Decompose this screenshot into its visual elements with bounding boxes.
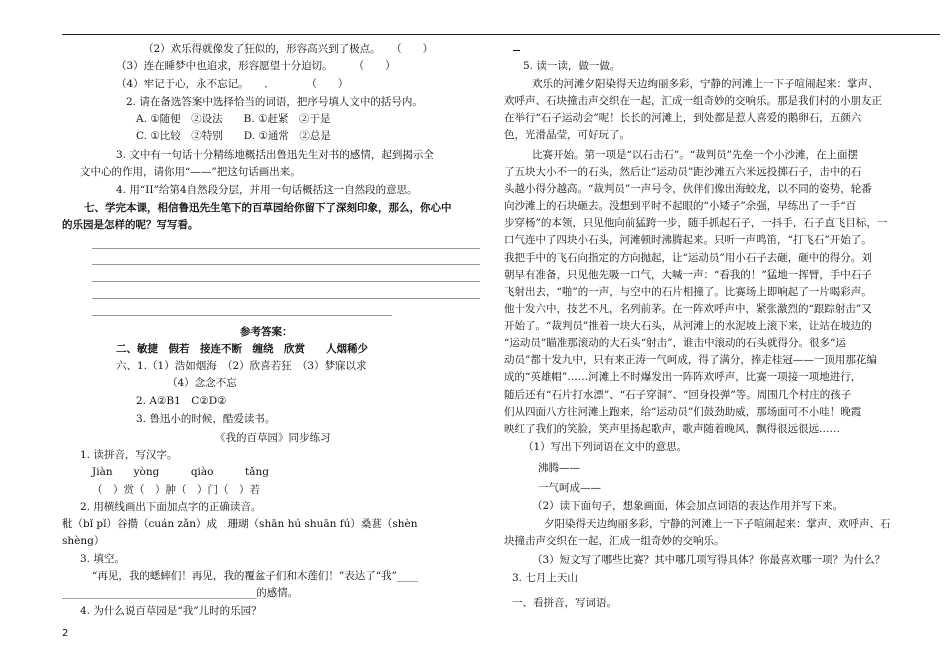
question-line: （4）牢记于心，永不忘记。 ． （ ） — [116, 78, 349, 90]
question-line: 3. 文中有一句话十分精练地概括出鲁迅先生对书的感情，起到揭示全 — [116, 149, 434, 161]
term-line: 一气呵成—— — [538, 482, 601, 494]
passage-line: 比赛开始。第一项是“以石击石”。“裁判员”先垒一个小沙滩，在上面摆 — [532, 149, 858, 161]
question-line: 2. 用横线画出下面加点字的正确读音。 — [80, 501, 262, 513]
question-line: （3）连在睡梦中也追求，形容愿望十分迫切。 （ ） — [116, 60, 396, 72]
option-line: A. ①随便 ②设法 B. ①赶紧 ②于是 — [136, 113, 331, 125]
exercise-title: 《我的百草园》同步练习 — [215, 432, 331, 444]
pinyin-choice-line: 秕（bǐ pǐ）谷攒（cuán zǎn）成 珊瑚（shān hú shuān fú）桑葚（shèn — [62, 518, 418, 530]
passage-line: 们从四面八方往河滩上跑来，给“运动员”们鼓劲助威，那场面可不小哇！晚霞 — [504, 406, 862, 418]
passage-line: 开始了。“裁判员”推着一块大石头，从河滩上的水泥坡上滚下来，让站在坡边的 — [504, 320, 872, 332]
passage-line: 头越小得分越高。“裁判员”一声号令，伙伴们像出海蛟龙，以不同的姿势，轮番 — [504, 183, 872, 195]
section-heading: 一、看拼音，写词语。 — [512, 597, 617, 609]
answer-line — [92, 315, 392, 316]
passage-line: 动员”都十发九中，只有来正涛一气呵成，得了满分，捧走桂冠——一顶用那花编 — [504, 354, 877, 366]
passage-line: 欢乐的河滩夕阳染得天边绚丽多彩，宁静的河滩上一下子喧闹起来：掌声、 — [532, 78, 879, 90]
answer-line-text: （4）念念不忘 — [167, 377, 237, 389]
question-line: （2）欢乐得就像发了狂似的，形容高兴到了极点。 （ ） — [143, 43, 434, 55]
passage-line: 口气连中了四块小石头，河滩顿时沸腾起来。只听一声鸣笛，“打飞石”开始了。 — [504, 234, 872, 246]
passage-line: 我把手中的飞石向指定的方向抛起，让“运动员”用小石子去砸，砸中的得分。刘 — [504, 252, 872, 264]
passage-line: 在举行“石子运动会”呢！长长的河滩上，到处都是惹人喜爱的鹅卵石，五颜六 — [504, 112, 862, 124]
section-heading: 3. 七月上天山 — [512, 572, 578, 584]
passage-line: 成的“英雄帽”……河滩上不时爆发出一阵阵欢呼声，比赛一项接一项地进行， — [504, 371, 862, 383]
question-line: （1）写出下列词语在文中的意思。 — [523, 441, 688, 453]
passage-line: 步穿杨”的本领，只见他向前猛跨一步，随手抓起石子，一抖手，石子直飞目标，一 — [504, 217, 888, 229]
passage-line: 了五块大小不一的石头，然后让“运动员”距沙滩五六米远投掷石子，击中的石 — [504, 166, 862, 178]
question-line: 3. 填空。 — [80, 553, 125, 565]
fill-line: “再见，我的蟋蟀们！再见，我的覆盆子们和木莲们！”表达了“我”____ — [92, 570, 418, 582]
passage-line: 飞射出去，“啪”的一声，与空中的石片相撞了。比赛场上即响起了一片喝彩声。 — [504, 286, 872, 298]
question-line: 1. 读拼音，写汉字。 — [80, 449, 178, 461]
term-line: 沸腾—— — [538, 462, 580, 474]
answer-line — [92, 298, 480, 299]
passage-line: 随后还有“石片打水漂”、“石子穿洞”、“回身投弹”等。周围几个村庄的孩子 — [504, 389, 852, 401]
answer-line — [92, 281, 480, 282]
answer-line-text: 二、敏捷 假若 接连不断 缠绕 欣赏 人烟稀少 — [116, 343, 368, 355]
blank-line: （ ）赏（ ）肿（ ）门（ ）若 — [92, 484, 260, 496]
passage-line: 欢呼声、石块撞击声交织在一起，汇成一组奇妙的交响乐。那是我们村的小朋友正 — [504, 95, 882, 107]
passage-line: 块撞击声交织在一起，汇成一组奇妙的交响乐。 — [504, 535, 725, 547]
question-line: 5. 读一读，做一做。 — [523, 60, 621, 72]
answer-line-text: 2. A②B1 C②D② — [136, 395, 227, 407]
question-line: 2. 请在备选答案中选择恰当的词语，把序号填人文中的括号内。 — [126, 96, 423, 108]
page-number: 2 — [62, 628, 69, 639]
header-rule — [62, 34, 940, 35]
answer-line — [92, 248, 480, 249]
answer-line-text: 3. 鲁迅小的时候，酷爱读书。 — [136, 413, 276, 425]
question-line: 4. 用“II”给第4自然段分层，并用一句话概括这一自然段的意思。 — [116, 184, 418, 196]
question-line: 4. 为什么说百草园是“我”儿时的乐园？ — [80, 605, 262, 617]
passage-line: 映红了我们的笑脸，笑声里扬起歌声，歌声随着晚风，飘得很远很远…… — [504, 423, 840, 435]
answer-line — [92, 264, 480, 265]
question-line: （3）短文写了哪些比赛？其中哪几项写得具体？你最喜欢哪一项？为什么？ — [532, 554, 886, 566]
fill-line: _____________________________________的感情。 — [62, 587, 299, 599]
section-heading: 的乐园是怎样的呢？写写看。 — [62, 219, 199, 231]
question-line: （2）读下面句子，想象画面，体会加点词语的表达作用并写下来。 — [532, 500, 844, 512]
passage-line: “运动员”瞄准那滚动的大石头“射击”，谁击中滚动的石头就得分。很多“运 — [504, 337, 846, 349]
answer-line-text: 六、1.（1）浩如烟海 （2）欣喜若狂 （3）梦寐以求 — [116, 360, 367, 372]
passage-line: 他十发六中，技艺不凡，名列前茅。在一阵欢呼声中，紧张激烈的“跟踪射击”又 — [504, 303, 872, 315]
pinyin-line: Jiàn yòng qiào tǎng — [92, 466, 269, 478]
passage-line: 朝早有准备，只见他先吸一口气，大喊一声：“看我的！”猛地一挥臂，手中石子 — [504, 269, 872, 281]
column-mark — [513, 50, 520, 51]
passage-line: 向沙滩上的石块砸去。没想到平时不起眼的“小矮子”余强，早练出了一手“百 — [504, 200, 857, 212]
passage-line: 色，光滑晶莹，可好玩了。 — [504, 129, 630, 141]
section-heading: 七、学完本课，相信鲁迅先生笔下的百草园给你留下了深刻印象，那么，你心中 — [84, 202, 452, 214]
answers-title: 参考答案： — [240, 326, 293, 338]
question-line: 文中心的作用，请你用“——”把这句话画出来。 — [80, 166, 301, 178]
passage-line: 夕阳染得天边绚丽多彩，宁静的河滩上一下子喧闹起来：掌声、欢呼声、石 — [544, 518, 891, 530]
option-line: C. ①比较 ②特别 D. ①通常 ②总是 — [136, 130, 331, 142]
pinyin-choice-line: shèng） — [62, 535, 105, 547]
